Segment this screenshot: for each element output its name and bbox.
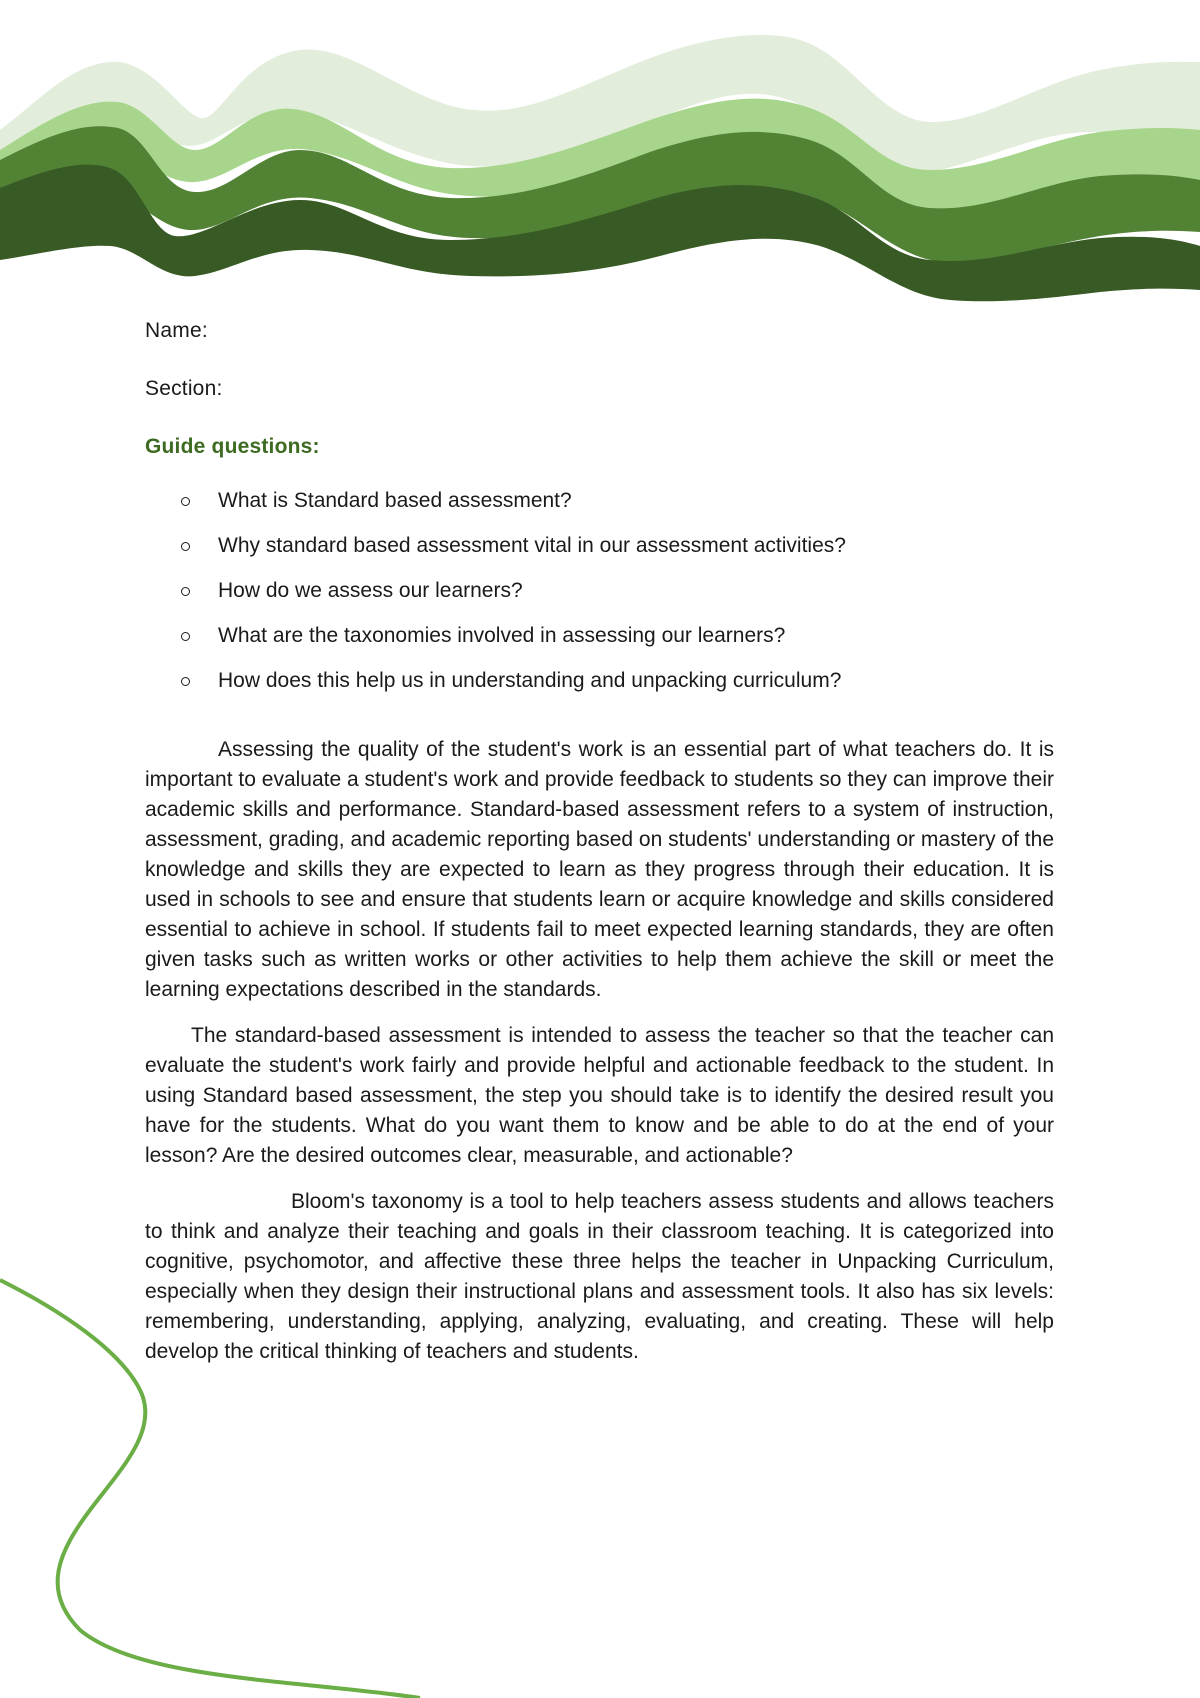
guide-question-text: What are the taxonomies involved in assessing our learners? [218, 624, 786, 647]
body-paragraph-standard-based-assessment: Assessing the quality of the student's work is an essential part of what teachers do. It is important to evaluate a student's work and provide feedback to students so they can improve their academic skills and performance. Standard-based assessment refers to a system of instruction, assessment, grading, and academic reporting based on students' understanding or mastery of the knowledge and skills they are expected to learn as they progress through their education. It is used in schools to see and ensure that students learn or acquire knowledge and skills considered essential to achieve in school. If students fail to meet expected learning standards, they are often given tasks such as written works or other activities to help them achieve the skill or meet the learning expectations described in the standards. [145, 738, 1054, 1001]
hollow-circle-bullet-icon [181, 497, 190, 506]
guide-question-item [145, 486, 1054, 531]
guide-question-item [145, 576, 1054, 621]
guide-question-text: How does this help us in understanding and unpacking curriculum? [218, 669, 842, 692]
guide-question-item [145, 531, 1054, 576]
hollow-circle-bullet-icon [181, 542, 190, 551]
guide-question-text: What is Standard based assessment? [218, 489, 572, 512]
name-field-label: Name: [145, 319, 208, 342]
hollow-circle-bullet-icon [181, 587, 190, 596]
hollow-circle-bullet-icon [181, 677, 190, 686]
guide-question-text: How do we assess our learners? [218, 579, 523, 602]
guide-question-text: Why standard based assessment vital in our assessment activities? [218, 534, 846, 557]
guide-questions-list [145, 486, 1054, 711]
document-content [145, 316, 1054, 1383]
body-paragraph-blooms-taxonomy: Bloom's taxonomy is a tool to help teachers assess students and allows teachers to think and analyze their teaching and goals in their classroom teaching. It is categorized into cognitive, psychomotor, and affective these three helps the teacher in Unpacking Curriculum, especially when they design their instructional plans and assessment tools. It also has six levels: remembering, understanding, applying, analyzing, evaluating, and creating. These will help develop the critical thinking of teachers and students. [145, 1190, 1054, 1363]
section-field-label: Section: [145, 377, 223, 400]
guide-question-item [145, 666, 1054, 711]
body-paragraph-assessment-purpose: The standard-based assessment is intended to assess the teacher so that the teacher can evaluate the student's work fairly and provide helpful and actionable feedback to the student. In using Standard based assessment, the step you should take is to identify the desired result you have for the students. What do you want them to know and be able to do at the end of your lesson? Are the desired outcomes clear, measurable, and actionable? [145, 1024, 1054, 1167]
guide-questions-heading: Guide questions: [145, 435, 320, 458]
guide-question-item [145, 621, 1054, 666]
wave-header-decoration [0, 0, 1200, 310]
hollow-circle-bullet-icon [181, 632, 190, 641]
